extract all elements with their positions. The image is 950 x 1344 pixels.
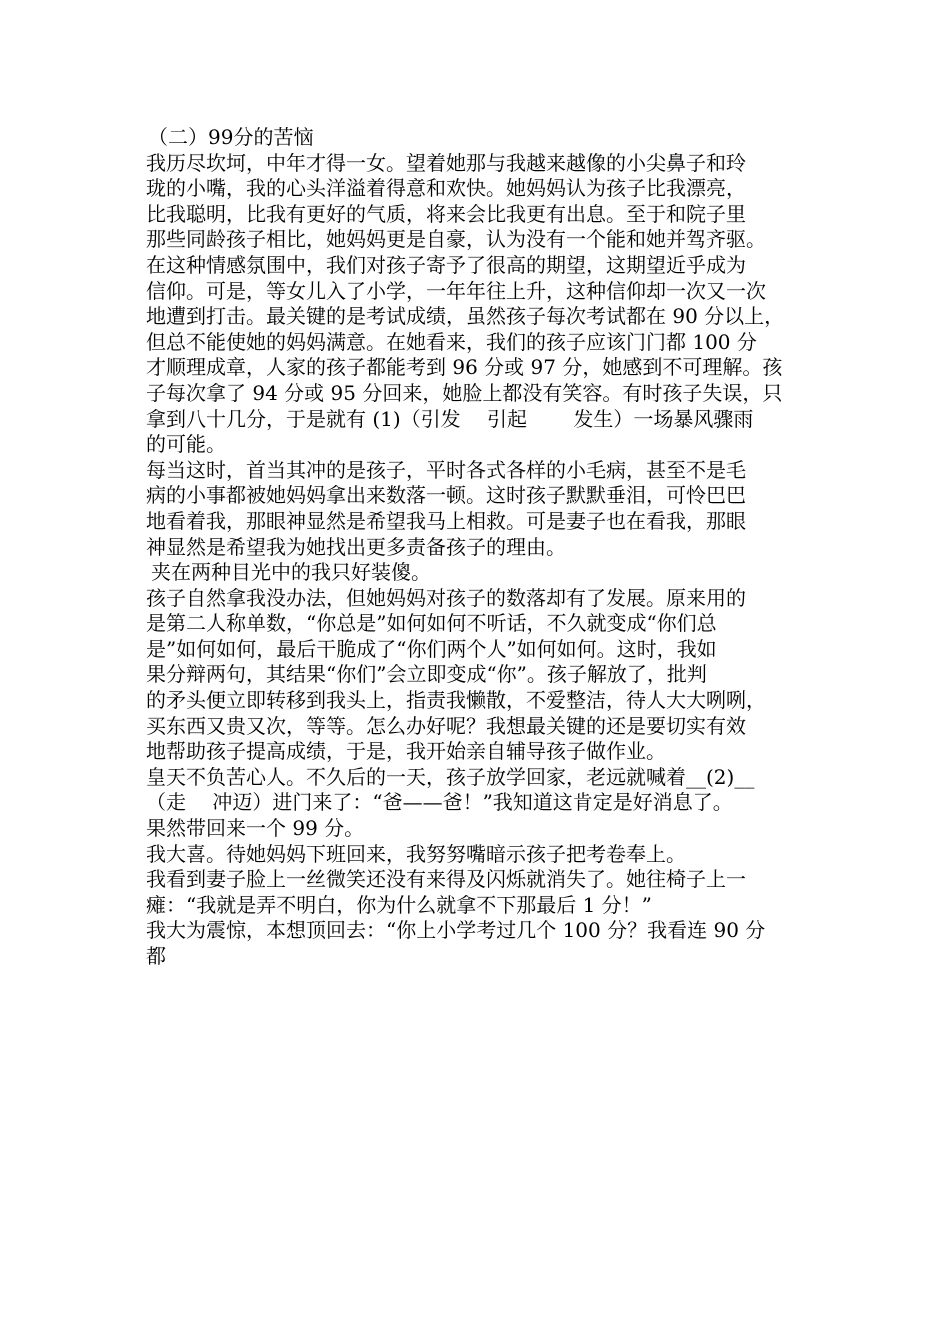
text-line: 比我聪明，比我有更好的气质，将来会比我更有出息。至于和院子里 [146,201,746,226]
text-line: 地遭到打击。最关键的是考试成绩，虽然孩子每次考试都在 90 分以上， [146,304,785,329]
document-page [146,125,826,970]
text-line: 在这种情感氛围中，我们对孩子寄予了很高的期望，这期望近乎成为 [146,252,746,277]
text-line: 但总不能使她的妈妈满意。在她看来，我们的孩子应该门门都 100 分 [146,329,757,354]
text-line: 我大为震惊，本想顶回去：“你上小学考过几个 100 分？我看连 90 分 [146,918,766,943]
text-line: 珑的小嘴，我的心头洋溢着得意和欢快。她妈妈认为孩子比我漂亮， [146,176,746,201]
text-line: 果分辩两句，其结果“你们”会立即变成“你”。孩子解放了，批判 [146,662,707,687]
text-line: 夹在两种目光中的我只好装傻。 [151,560,431,585]
text-line: 皇天不负苦心人。不久后的一天，孩子放学回家，老远就喊着__(2)__ [146,764,755,789]
text-line: （走 冲迈）进门来了：“爸——爸！”我知道这肯定是好消息了。 [146,790,733,815]
text-line: 神显然是希望我为她找出更多责备孩子的理由。 [146,534,566,559]
text-line: 拿到八十几分，于是就有 (1)（引发 引起 发生）一场暴风骤雨 [146,406,754,431]
text-line: 是第二人称单数，“你总是”如何如何不听话，不久就变成“你们总 [146,611,717,636]
text-line: 果然带回来一个 99 分。 [146,816,365,841]
text-line: 我看到妻子脸上一丝微笑还没有来得及闪烁就消失了。她往椅子上一 [146,867,746,892]
text-line: 子每次拿了 94 分或 95 分回来，她脸上都没有笑容。有时孩子失误，只 [146,380,783,405]
text-line: 的矛头便立即转移到我头上，指责我懒散，不爱整洁，待人大大咧咧， [146,688,766,713]
text-line: 我大喜。待她妈妈下班回来，我努努嘴暗示孩子把考卷奉上。 [146,841,686,866]
text-line: 瘫：“我就是弄不明白，你为什么就拿不下那最后 1 分！” [146,892,652,917]
text-line: 孩子自然拿我没办法，但她妈妈对孩子的数落却有了发展。原来用的 [146,585,746,610]
text-line: 每当这时，首当其冲的是孩子，平时各式各样的小毛病，甚至不是毛 [146,457,746,482]
document-title: （二）99分的苦恼 [148,125,314,149]
text-line: 信仰。可是，等女儿入了小学，一年年往上升，这种信仰却一次又一次 [146,278,766,303]
text-line: 病的小事都被她妈妈拿出来数落一顿。这时孩子默默垂泪，可怜巴巴 [146,483,746,508]
text-line: 地帮助孩子提高成绩，于是，我开始亲自辅导孩子做作业。 [146,739,666,764]
text-line: 是”如何如何，最后干脆成了“你们两个人”如何如何。这时，我如 [146,636,717,661]
text-line: 都 [146,944,166,968]
text-line: 我历尽坎坷，中年才得一女。望着她那与我越来越像的小尖鼻子和玲 [146,150,746,175]
text-line: 才顺理成章，人家的孩子都能考到 96 分或 97 分，她感到不可理解。孩 [146,355,783,380]
text-line: 地看着我，那眼神显然是希望我马上相救。可是妻子也在看我，那眼 [146,508,746,533]
text-line: 买东西又贵又次，等等。怎么办好呢？我想最关键的还是要切实有效 [146,713,746,738]
text-line: 的可能。 [146,432,226,457]
text-line: 那些同龄孩子相比，她妈妈更是自豪，认为没有一个能和她并驾齐驱。 [146,227,766,252]
